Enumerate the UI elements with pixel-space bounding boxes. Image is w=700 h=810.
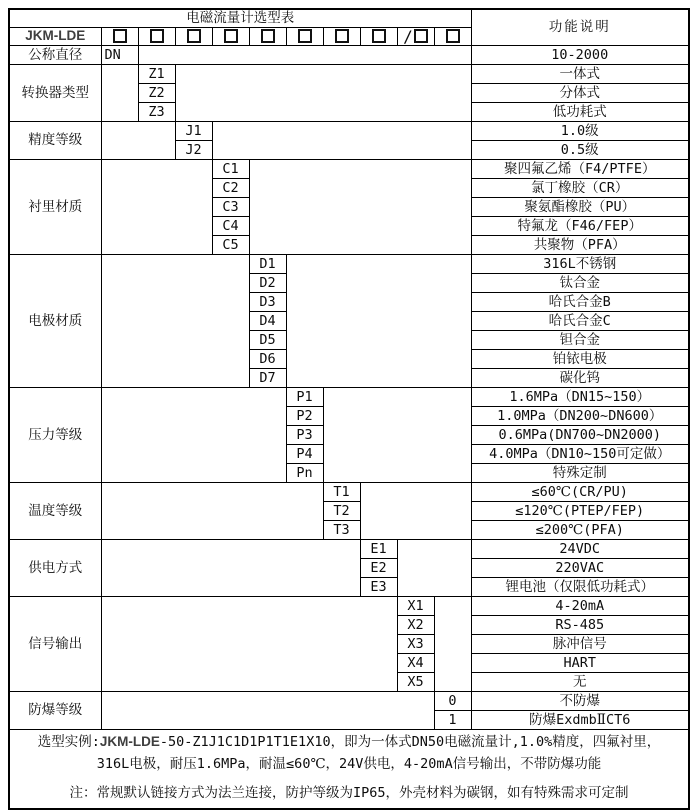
code-cell-t3: T3 xyxy=(323,521,360,540)
spacer-cell xyxy=(101,483,323,540)
desc-cell-j2: 0.5级 xyxy=(471,141,689,160)
spacer-cell xyxy=(101,160,212,255)
model-prefix: JKM-LDE xyxy=(9,27,101,46)
desc-cell-c1: 聚四氟乙烯（F4/PTFE） xyxy=(471,160,689,179)
spacer-cell xyxy=(101,388,286,483)
category-explosion: 防爆等级 xyxy=(9,692,101,730)
desc-cell-d3: 哈氏合金B xyxy=(471,293,689,312)
checkbox-icon xyxy=(372,29,386,43)
code-box-power xyxy=(360,27,397,46)
spacer-cell xyxy=(101,255,249,388)
spacer-cell xyxy=(175,65,471,122)
desc-cell-x3: 脉冲信号 xyxy=(471,635,689,654)
desc-cell-p4: 4.0MPa（DN10~150可定做） xyxy=(471,445,689,464)
code-box-liner xyxy=(212,27,249,46)
code-cell-c4: C4 xyxy=(212,217,249,236)
desc-cell-e1: 24VDC xyxy=(471,540,689,559)
spacer-cell xyxy=(286,255,471,388)
note-text: 注：常规默认链接方式为法兰连接，防护等级为IP65，外壳材料为碳钢，如有特殊需求可定制 xyxy=(69,785,629,802)
code-cell-d1: D1 xyxy=(249,255,286,274)
code-cell-d2: D2 xyxy=(249,274,286,293)
code-cell-c1: C1 xyxy=(212,160,249,179)
spacer-cell xyxy=(249,160,471,255)
code-cell-d6: D6 xyxy=(249,350,286,369)
desc-cell-0: 不防爆 xyxy=(471,692,689,711)
spacer-cell xyxy=(212,122,471,160)
desc-cell-pn: 特殊定制 xyxy=(471,464,689,483)
code-cell-x5: X5 xyxy=(397,673,434,692)
code-box-electrode xyxy=(249,27,286,46)
desc-cell-c4: 特氟龙（F46/FEP） xyxy=(471,217,689,236)
code-cell-c2: C2 xyxy=(212,179,249,198)
footer-cell xyxy=(9,730,689,810)
category-dn: 公称直径 xyxy=(9,46,101,65)
code-cell-x2: X2 xyxy=(397,616,434,635)
code-cell-z2: Z2 xyxy=(138,84,175,103)
code-box-converter xyxy=(138,27,175,46)
desc-cell-z3: 低功耗式 xyxy=(471,103,689,122)
spacer-cell xyxy=(323,388,471,483)
desc-cell-d1: 316L不锈钢 xyxy=(471,255,689,274)
code-cell-p2: P2 xyxy=(286,407,323,426)
selection-example-line2: 316L电极，耐压1.6MPa，耐温≤60℃，24V供电，4-20mA信号输出，不带防爆功能 xyxy=(96,756,602,773)
desc-cell-x1: 4-20mA xyxy=(471,597,689,616)
code-cell-c5: C5 xyxy=(212,236,249,255)
desc-cell-d4: 哈氏合金C xyxy=(471,312,689,331)
desc-cell-z2: 分体式 xyxy=(471,84,689,103)
code-box-signal xyxy=(397,27,434,46)
code-cell-dn: DN xyxy=(101,46,138,65)
desc-cell-x5: 无 xyxy=(471,673,689,692)
category-accuracy: 精度等级 xyxy=(9,122,101,160)
desc-cell-d2: 钛合金 xyxy=(471,274,689,293)
code-cell-j2: J2 xyxy=(175,141,212,160)
code-cell-x3: X3 xyxy=(397,635,434,654)
table-title: 电磁流量计选型表 xyxy=(9,9,471,27)
code-cell-pn: Pn xyxy=(286,464,323,483)
spacer-cell xyxy=(397,540,471,597)
category-power: 供电方式 xyxy=(9,540,101,597)
desc-cell-e3: 锂电池（仅限低功耗式） xyxy=(471,578,689,597)
code-cell-p1: P1 xyxy=(286,388,323,407)
code-cell-e1: E1 xyxy=(360,540,397,559)
code-cell-p3: P3 xyxy=(286,426,323,445)
checkbox-icon xyxy=(261,29,275,43)
spacer-cell xyxy=(138,46,471,65)
desc-cell-x2: RS-485 xyxy=(471,616,689,635)
spacer-cell xyxy=(101,597,397,692)
code-cell-e2: E2 xyxy=(360,559,397,578)
code-cell-t2: T2 xyxy=(323,502,360,521)
selection-example-line1: 选型实例:JKM-LDE-50-Z1J1C1D1P1T1E1X10，即为一体式DN50电磁流量计,1.0%精度，四氟衬里， xyxy=(37,734,661,751)
code-cell-z3: Z3 xyxy=(138,103,175,122)
category-converter: 转换器类型 xyxy=(9,65,101,122)
category-temperature: 温度等级 xyxy=(9,483,101,540)
desc-cell-p1: 1.6MPa（DN15~150） xyxy=(471,388,689,407)
desc-cell-z1: 一体式 xyxy=(471,65,689,84)
checkbox-icon xyxy=(113,29,127,43)
spacer-cell xyxy=(434,597,471,692)
code-box-accuracy xyxy=(175,27,212,46)
code-cell-d7: D7 xyxy=(249,369,286,388)
desc-cell-1: 防爆ExdmbⅡCT6 xyxy=(471,711,689,730)
spacer-cell xyxy=(360,483,471,540)
desc-cell-c2: 氯丁橡胶（CR） xyxy=(471,179,689,198)
category-pressure: 压力等级 xyxy=(9,388,101,483)
desc-cell-c5: 共聚物（PFA） xyxy=(471,236,689,255)
desc-cell-d6: 铂铱电极 xyxy=(471,350,689,369)
code-cell-j1: J1 xyxy=(175,122,212,141)
category-signal: 信号输出 xyxy=(9,597,101,692)
desc-cell-d7: 碳化钨 xyxy=(471,369,689,388)
desc-cell-t3: ≤200℃(PFA) xyxy=(471,521,689,540)
desc-cell-e2: 220VAC xyxy=(471,559,689,578)
spacer-cell xyxy=(101,540,360,597)
desc-cell-j1: 1.0级 xyxy=(471,122,689,141)
checkbox-icon xyxy=(187,29,201,43)
code-cell-d5: D5 xyxy=(249,331,286,350)
code-cell-d4: D4 xyxy=(249,312,286,331)
code-box-temperature xyxy=(323,27,360,46)
function-description-header: 功能说明 xyxy=(471,9,689,46)
checkbox-icon xyxy=(224,29,238,43)
code-cell-x4: X4 xyxy=(397,654,434,673)
slash-separator: / xyxy=(403,27,413,46)
checkbox-icon xyxy=(298,29,312,43)
checkbox-icon xyxy=(150,29,164,43)
desc-cell-p3: 0.6MPa(DN700~DN2000) xyxy=(471,426,689,445)
category-electrode: 电极材质 xyxy=(9,255,101,388)
checkbox-icon xyxy=(335,29,349,43)
desc-cell-t2: ≤120℃(PTEP/FEP) xyxy=(471,502,689,521)
desc-cell-c3: 聚氨酯橡胶（PU） xyxy=(471,198,689,217)
spacer-cell xyxy=(101,692,434,730)
code-cell-p4: P4 xyxy=(286,445,323,464)
code-cell-1: 1 xyxy=(434,711,471,730)
code-cell-z1: Z1 xyxy=(138,65,175,84)
spacer-cell xyxy=(101,122,175,160)
code-cell-t1: T1 xyxy=(323,483,360,502)
spacer-cell xyxy=(101,65,138,122)
desc-cell-dn: 10-2000 xyxy=(471,46,689,65)
checkbox-icon xyxy=(446,29,460,43)
code-cell-c3: C3 xyxy=(212,198,249,217)
desc-cell-t1: ≤60℃(CR/PU) xyxy=(471,483,689,502)
code-box-explosion xyxy=(434,27,471,46)
checkbox-icon xyxy=(414,29,428,43)
code-cell-0: 0 xyxy=(434,692,471,711)
model-prefix: JKM-LDE xyxy=(99,734,160,750)
code-cell-e3: E3 xyxy=(360,578,397,597)
code-cell-x1: X1 xyxy=(397,597,434,616)
desc-cell-d5: 钽合金 xyxy=(471,331,689,350)
selection-table xyxy=(8,8,690,810)
code-box-pressure xyxy=(286,27,323,46)
category-liner: 衬里材质 xyxy=(9,160,101,255)
code-box-dn xyxy=(101,27,138,46)
desc-cell-x4: HART xyxy=(471,654,689,673)
code-cell-d3: D3 xyxy=(249,293,286,312)
desc-cell-p2: 1.0MPa（DN200~DN600） xyxy=(471,407,689,426)
